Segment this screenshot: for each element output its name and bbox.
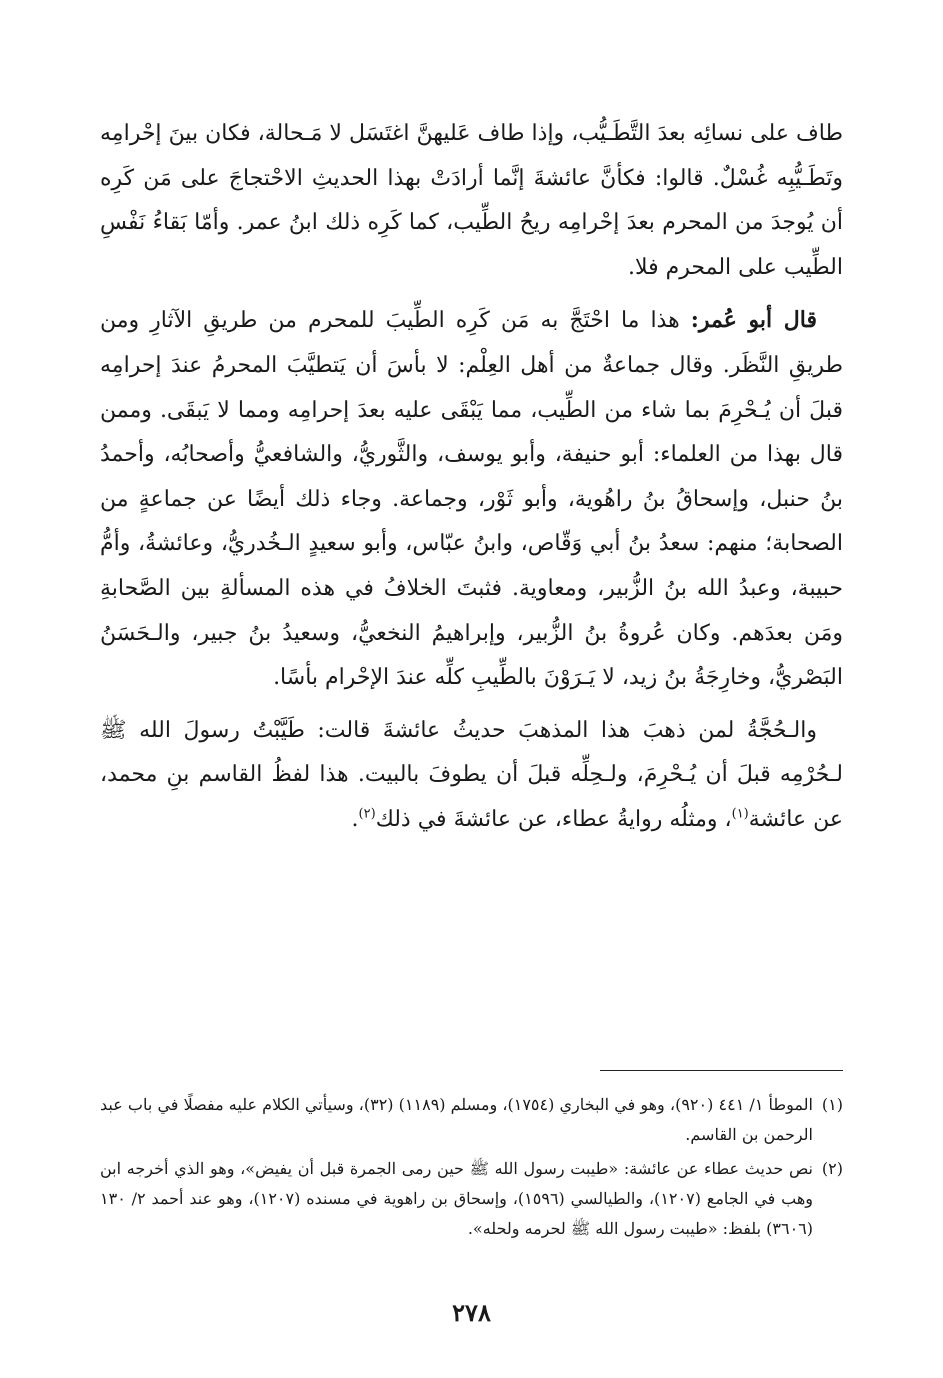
footnote-ref-2[interactable]: (٢): [358, 806, 376, 822]
speaker-label: قال أبو عُمر:: [690, 307, 818, 334]
paragraph-2-text: هذا ما احْتَجَّ به مَن كَرِه الطِّيبَ للمحرم من طريقِ الآثارِ ومن طريقِ النَّظَر. وقال جماعةٌ من أهل العِلْم: لا بأسَ أن يَتطيَّبَ المحرمُ عندَ إحرامِه قبلَ أن يُـحْرِمَ بما شاء من الطِّيب، مما يَبْقَى عليه بعدَ إحرامِه ومما لا يَبقَى. وممن قال بهذا من العلماء: أبو حنيفة، وأبو يوسف، والثَّوريُّ، والشافعيُّ وأصحابُه، وأحمدُ بنُ حنبل، وإسحاقُ بنُ راهُوية، وأبو ثَوْر، وجماعة. وجاء ذلك أيضًا عن جماعةٍ من الصحابة؛ منهم: سعدُ بنُ أبي وَقّاص، وابنُ عبّاس، وأبو سعيدٍ الـخُدريُّ، وعائشةُ، وأمُّ حبيبة، وعبدُ الله بنُ الزُّبير، ومعاوية. فثبتَ الخلافُ في هذه المسألةِ بين الصَّحابةِ ومَن بعدَهم. وكان عُروةُ بنُ الزُّبير، وإبراهيمُ النخعيُّ، وسعيدُ بنُ جبير، والـحَسَنُ البَصْريُّ، وخارِجَةُ بنُ زيد، لا يَـرَوْنَ بالطِّيبِ كلِّه عندَ الإحْرام بأسًا.: [100, 308, 843, 691]
footnotes-section: [100, 1090, 843, 1248]
footnote-1-text: الموطأ ١/ ٤٤١ (٩٢٠)، وهو في البخاري (١٧٥٤)، ومسلم (١١٨٩) (٣٢)، وسيأتي الكلام عليه مفصلًا في باب عبد الرحمن بن القاسم.: [100, 1095, 813, 1144]
footnote-ref-1[interactable]: (١): [731, 806, 749, 822]
page-number: ٢٧٨: [452, 1298, 491, 1327]
paragraph-3: [100, 709, 843, 843]
footnote-1-number: (١): [821, 1095, 843, 1114]
paragraph-2: [100, 298, 843, 700]
paragraph-1: [100, 112, 843, 290]
footnote-2-number: (٢): [821, 1159, 843, 1178]
footnote-2-text: نص حديث عطاء عن عائشة: «طيبت رسول الله ﷺ حين رمى الجمرة قبل أن يفيض»، وهو الذي أخرجه ابن وهب في الجامع (١٢٠٧)، والطيالسي (١٥٩٦)، وإسحاق بن راهوية في مسنده (١٢٠٧)، وهو عند أحمد ٢/ ١٣٠ (٣٦٠٦) بلفظ: «طيبت رسول الله ﷺ لحرمه ولحله».: [100, 1159, 814, 1238]
paragraph-3-text-2: ، ومثلُه روايةُ عطاء، عن عائشةَ في ذلك: [375, 806, 732, 832]
paragraph-3-body: [100, 709, 843, 843]
paragraph-3-text-3: .: [351, 806, 359, 832]
footnote-2: [100, 1154, 843, 1244]
paragraph-2-body: [100, 298, 843, 700]
footnote-separator: [600, 1070, 843, 1071]
paragraph-1-text: طاف على نسائِه بعدَ التَّطَـيُّب، وإذا طاف عَليهنَّ اغتَسَل لا مَـحالة، فكان بينَ إحْرامِه وتَطَـيُّبِه غُسْلٌ. قالوا: فكأنَّ عائشةَ إنَّما أرادَتْ بهذا الحديثِ الاحْتجاجَ على مَن كَرِه أن يُوجدَ من المحرم بعدَ إحْرامِه ريحُ الطِّيب، كما كَرِه ذلك ابنُ عمر. وأمّا بَقاءُ نَفْسِ الطِّيب على المحرم فلا.: [100, 121, 843, 280]
main-text-body: [100, 112, 843, 851]
paragraph-3-text: والـحُجَّةُ لمن ذهبَ هذا المذهبَ حديثُ عائشةَ قالت: طَيَّبْتُ رسولَ الله ﷺ لـحُرْمِه قبلَ أن يُـحْرِمَ، ولـحِلِّه قبلَ أن يطوفَ بالبيت. هذا لفظُ القاسم بنِ محمد، عن عائشة: [100, 717, 843, 832]
footnote-1: [100, 1090, 843, 1150]
